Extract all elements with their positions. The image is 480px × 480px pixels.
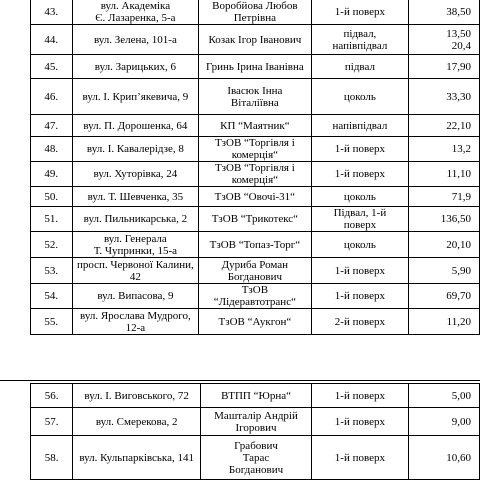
floor-cell <box>311 25 409 55</box>
address-cell <box>72 55 199 79</box>
row-number-line: 58. <box>44 451 59 464</box>
floor-cell-line: 1-й поверх <box>334 264 385 277</box>
tenant-cell-line: Тарас <box>242 451 270 464</box>
area-cell <box>409 309 480 335</box>
area-cell <box>409 115 480 137</box>
area-cell-line: 20,10 <box>446 238 471 251</box>
row-number <box>31 25 73 55</box>
address-cell-line: вул. Академіка <box>100 0 171 12</box>
area-cell-line: 71,9 <box>451 190 471 203</box>
address-cell <box>73 436 201 480</box>
address-cell <box>72 187 199 207</box>
floor-cell-line: цоколь <box>343 90 376 103</box>
row-number <box>31 79 73 115</box>
address-cell-line: Т. Чупринки, 15-а <box>93 244 177 257</box>
address-cell-line: вул. Генерала <box>103 232 167 245</box>
tenant-cell-line: Петрівна <box>233 11 277 24</box>
row-number-line: 46. <box>44 90 59 103</box>
tenant-cell-line: Богданович <box>227 270 282 283</box>
row-number <box>31 0 73 25</box>
table-row <box>31 187 480 207</box>
lease-table-top <box>30 0 480 335</box>
address-cell-line: вул. І. Кавалерідзе, 8 <box>86 143 184 155</box>
area-cell-line: 33,30 <box>446 90 471 103</box>
tenant-cell <box>199 187 311 207</box>
floor-cell-line: 1-й поверх <box>334 415 385 428</box>
floor-cell-line: підвал <box>344 60 375 73</box>
floor-cell <box>311 232 409 258</box>
area-cell-line: 5,90 <box>451 264 471 277</box>
table-row <box>31 115 480 137</box>
table-row <box>31 137 480 162</box>
area-cell-line: 9,00 <box>451 415 471 428</box>
tenant-cell-line: ТзОВ “Трикотекс“ <box>211 213 299 225</box>
tenant-cell-line: ТзОВ <box>241 284 269 296</box>
floor-cell <box>311 137 409 162</box>
row-number <box>31 309 73 335</box>
table-row <box>31 162 480 187</box>
tenant-cell <box>199 79 311 115</box>
address-cell <box>72 137 199 162</box>
address-cell <box>72 162 199 187</box>
tenant-cell <box>199 137 311 162</box>
tenant-cell-line: Івасюк Інна <box>227 84 283 97</box>
floor-cell <box>311 115 409 137</box>
row-number-line: 43. <box>44 5 59 18</box>
address-cell-line: вул. І. Виговського, 72 <box>84 389 189 402</box>
table-row <box>31 232 480 258</box>
tenant-cell <box>199 309 311 335</box>
table-row <box>31 79 480 115</box>
address-cell <box>72 232 199 258</box>
row-number-line: 54. <box>44 290 59 302</box>
floor-cell-line: цоколь <box>343 190 376 203</box>
floor-cell <box>311 162 409 187</box>
address-cell-line: вул. Кульпарківська, 141 <box>79 451 194 464</box>
tenant-cell <box>199 207 311 232</box>
address-cell-line: 42 <box>129 270 141 283</box>
row-number-line: 51. <box>44 213 59 225</box>
area-cell-line: 11,10 <box>446 168 471 180</box>
area-cell-line: 17,90 <box>446 60 471 73</box>
table-row <box>31 258 480 284</box>
tenant-cell-line: Грабович <box>234 439 278 452</box>
floor-cell-line: 1-й поверх <box>334 290 385 302</box>
address-cell <box>73 408 201 436</box>
tenant-cell-line: ТзОВ “Топаз-Торг“ <box>209 238 301 251</box>
row-number <box>31 284 73 309</box>
area-cell <box>409 187 480 207</box>
tenant-cell <box>201 436 312 480</box>
row-number-line: 49. <box>44 168 59 180</box>
area-cell-line: 69,70 <box>446 290 471 302</box>
area-cell-line: 136,50 <box>440 213 471 225</box>
tenant-cell <box>199 232 311 258</box>
floor-cell-line: 1-й поверх <box>334 168 385 180</box>
row-number <box>31 408 73 436</box>
row-number <box>31 115 73 137</box>
floor-cell <box>311 284 409 309</box>
address-cell <box>73 384 201 408</box>
area-cell <box>409 0 480 25</box>
area-cell-line: 38,50 <box>446 5 471 18</box>
tenant-cell-line: Ігорович <box>235 421 277 434</box>
row-number <box>31 258 73 284</box>
row-number-line: 47. <box>44 119 59 132</box>
address-cell <box>72 309 199 335</box>
table-row <box>31 309 480 335</box>
floor-cell <box>311 408 408 436</box>
floor-cell <box>311 79 409 115</box>
area-cell <box>408 408 479 436</box>
row-number <box>31 384 73 408</box>
floor-cell <box>311 187 409 207</box>
floor-cell <box>311 55 409 79</box>
row-number-line: 45. <box>44 60 59 73</box>
tenant-cell <box>199 0 311 25</box>
table-row <box>31 436 480 480</box>
address-cell-line: вул. Випасова, 9 <box>97 290 174 302</box>
area-cell-line: 22,10 <box>446 119 471 132</box>
address-cell-line: вул. Зелена, 101-а <box>93 33 177 46</box>
floor-cell-line: напівпідвал <box>332 39 388 52</box>
floor-cell-line: 2-й поверх <box>334 315 385 328</box>
address-cell <box>72 207 199 232</box>
row-number <box>31 207 73 232</box>
address-cell-line: вул. Зарицьких, 6 <box>94 60 177 73</box>
floor-cell-line: цоколь <box>343 238 376 251</box>
table-row <box>31 0 480 25</box>
floor-cell <box>311 207 409 232</box>
area-cell-line: 20,4 <box>451 39 471 52</box>
floor-cell-line: 1-й поверх <box>334 451 385 464</box>
tenant-cell <box>199 284 311 309</box>
tenant-cell-line: Машталір Андрій <box>214 409 298 422</box>
tenant-cell-line: Богданович <box>228 463 284 476</box>
row-number <box>31 436 73 480</box>
area-cell <box>408 436 479 480</box>
area-cell <box>409 207 480 232</box>
tenant-cell <box>199 115 311 137</box>
tenant-cell-line: Гринь Ірина Іванівна <box>205 60 304 73</box>
tenant-cell-line: комерція“ <box>231 149 279 161</box>
row-number-line: 56. <box>44 389 59 402</box>
tenant-cell <box>199 162 311 187</box>
floor-cell <box>311 258 409 284</box>
address-cell-line: Є. Лазаренка, 5-а <box>95 11 176 24</box>
floor-cell <box>311 384 408 408</box>
tenant-cell <box>199 258 311 284</box>
address-cell-line: вул. Пильникарська, 2 <box>83 213 188 225</box>
area-cell-line: 11,20 <box>446 315 471 328</box>
tenant-cell-line: ТзОВ “Торгівля і <box>214 162 295 174</box>
area-cell <box>409 284 480 309</box>
floor-cell-line: 1-й поверх <box>334 5 385 18</box>
table-row <box>31 408 480 436</box>
tenant-cell-line: комерція“ <box>231 174 279 186</box>
tenant-cell <box>199 25 311 55</box>
address-cell-line: вул. Т. Шевченка, 35 <box>87 190 184 203</box>
address-cell-line: вул. Ярослава Мудрого, <box>80 309 191 322</box>
area-cell-line: 13,2 <box>451 143 471 155</box>
tenant-cell <box>201 408 312 436</box>
area-cell <box>409 55 480 79</box>
row-number-line: 57. <box>44 415 59 428</box>
address-cell <box>72 115 199 137</box>
floor-cell-line: напівпідвал <box>332 119 388 132</box>
tenant-cell <box>199 55 311 79</box>
row-number <box>31 187 73 207</box>
table-row <box>31 25 480 55</box>
area-cell-line: 10,60 <box>446 451 471 464</box>
area-cell <box>409 258 480 284</box>
row-number <box>31 162 73 187</box>
area-cell <box>409 137 480 162</box>
address-cell <box>72 79 199 115</box>
floor-cell <box>311 309 409 335</box>
area-cell-line: 5,00 <box>451 389 471 402</box>
address-cell-line: вул. П. Дорошенка, 64 <box>83 119 188 132</box>
row-number <box>31 55 73 79</box>
address-cell-line: вул. І. Крип’якевича, 9 <box>82 90 189 103</box>
tenant-cell-line: ТзОВ “Овочі-31“ <box>214 190 296 203</box>
tenant-cell-line: Дуриба Роман <box>221 258 289 271</box>
floor-cell <box>311 0 409 25</box>
tenant-cell-line: КП “Маятник“ <box>220 119 290 132</box>
table-row <box>31 55 480 79</box>
table-row <box>31 207 480 232</box>
address-cell <box>72 25 199 55</box>
tenant-cell-line: “Лідеравтотранс“ <box>213 296 296 308</box>
address-cell <box>72 0 199 25</box>
area-cell <box>409 162 480 187</box>
row-number-line: 44. <box>44 33 59 46</box>
area-cell <box>409 232 480 258</box>
area-cell-line: 13,50 <box>446 27 471 40</box>
address-cell <box>72 258 199 284</box>
table-row <box>31 284 480 309</box>
tenant-cell-line: Козак Ігор Іванович <box>208 33 302 46</box>
row-number <box>31 232 73 258</box>
area-cell <box>409 25 480 55</box>
area-cell <box>409 79 480 115</box>
floor-cell-line: підвал, <box>343 27 377 40</box>
row-number-line: 53. <box>44 264 59 277</box>
tenant-cell-line: Віталіївна <box>230 96 279 109</box>
row-number-line: 50. <box>44 190 59 203</box>
area-cell <box>408 384 479 408</box>
floor-cell-line: 1-й поверх <box>334 143 385 155</box>
floor-cell-line: Підвал, 1-й <box>333 207 387 219</box>
row-number-line: 48. <box>44 143 59 155</box>
row-number-line: 52. <box>44 238 59 251</box>
tenant-cell-line: Воробйова Любов <box>212 0 298 12</box>
address-cell-line: вул. Хуторівка, 24 <box>93 168 178 180</box>
address-cell-line: просп. Червоної Калини, <box>76 258 194 271</box>
floor-cell-line: поверх <box>343 219 377 231</box>
tenant-cell <box>201 384 312 408</box>
table-row <box>31 384 480 408</box>
tenant-cell-line: ТзОВ “Аукгон“ <box>218 315 292 328</box>
address-cell <box>72 284 199 309</box>
page-separator <box>0 380 480 381</box>
tenant-cell-line: ВТПП “Юрна“ <box>221 389 291 402</box>
floor-cell-line: 1-й поверх <box>334 389 385 402</box>
address-cell-line: 12-а <box>125 321 146 334</box>
floor-cell <box>311 436 408 480</box>
tenant-cell-line: ТзОВ “Торгівля і <box>214 137 295 149</box>
row-number <box>31 137 73 162</box>
lease-table-bottom <box>30 383 480 480</box>
address-cell-line: вул. Смерекова, 2 <box>95 415 178 428</box>
row-number-line: 55. <box>44 315 59 328</box>
